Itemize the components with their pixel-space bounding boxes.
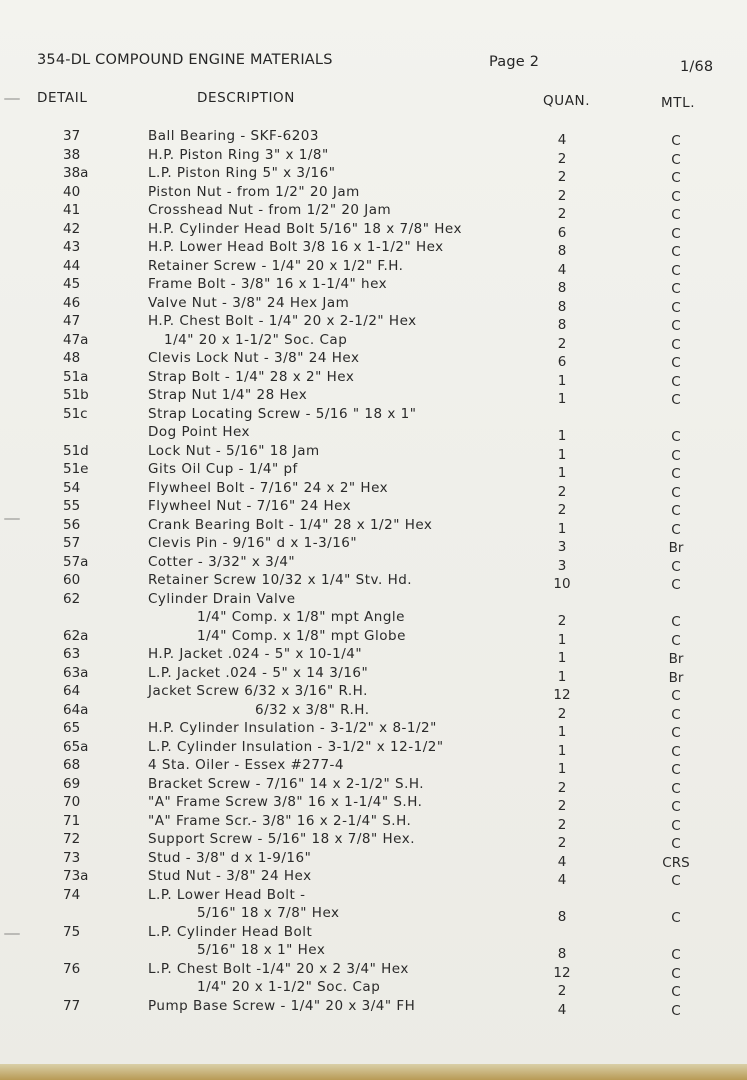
detail-cell: 55 bbox=[63, 498, 81, 514]
description-cell: Frame Bolt - 3/8" 16 x 1-1/4" hex bbox=[148, 276, 388, 292]
table-row bbox=[0, 312, 747, 334]
material-cell: C bbox=[671, 336, 681, 353]
detail-cell: 76 bbox=[63, 960, 81, 977]
description-cell: L.P. Piston Ring 5" x 3/16" bbox=[148, 165, 336, 181]
table-row bbox=[0, 793, 747, 815]
table-row bbox=[0, 923, 747, 942]
table-row bbox=[0, 997, 747, 1019]
description-cell: Valve Nut - 3/8" 24 Hex Jam bbox=[148, 294, 350, 311]
table-row bbox=[0, 960, 747, 982]
description-cell: H.P. Chest Bolt - 1/4" 20 x 2-1/2" Hex bbox=[148, 313, 417, 329]
material-cell: C bbox=[671, 503, 681, 519]
description-cell: Flywheel Bolt - 7/16" 24 x 2" Hex bbox=[148, 479, 389, 496]
quantity-cell: 3 bbox=[557, 557, 567, 574]
material-cell: C bbox=[671, 225, 681, 242]
detail-cell: 60 bbox=[63, 572, 81, 588]
table-row bbox=[0, 497, 747, 519]
detail-cell: 68 bbox=[63, 757, 81, 773]
detail-cell: 65 bbox=[63, 720, 81, 736]
description-cell: H.P. Cylinder Insulation - 3-1/2" x 8-1/2" bbox=[148, 720, 437, 736]
material-cell: C bbox=[671, 244, 681, 260]
quantity-cell: 1 bbox=[557, 520, 567, 537]
quantity-cell: 2 bbox=[557, 779, 567, 796]
quantity-cell: 8 bbox=[557, 946, 567, 962]
detail-cell: 71 bbox=[63, 812, 81, 829]
table-row bbox=[0, 867, 747, 889]
description-cell: 1/4" 20 x 1-1/2" Soc. Cap bbox=[164, 331, 348, 348]
description-cell: 1/4" Comp. x 1/8" mpt Angle bbox=[197, 609, 405, 625]
detail-cell: 54 bbox=[63, 479, 81, 496]
detail-cell: 70 bbox=[63, 794, 81, 810]
description-cell: Piston Nut - from 1/2" 20 Jam bbox=[148, 183, 360, 200]
description-cell: 1/4" 20 x 1-1/2" Soc. Cap bbox=[197, 979, 381, 995]
material-cell: C bbox=[671, 466, 681, 482]
table-row bbox=[0, 775, 747, 797]
material-cell: C bbox=[671, 799, 681, 815]
detail-cell: 51b bbox=[63, 387, 89, 403]
detail-cell: 51c bbox=[63, 405, 88, 422]
material-cell: C bbox=[671, 558, 681, 575]
description-cell: 6/32 x 3/8" R.H. bbox=[255, 701, 370, 718]
description-cell: Ball Bearing - SKF-6203 bbox=[148, 128, 319, 144]
description-cell: Crank Bearing Bolt - 1/4" 28 x 1/2" Hex bbox=[148, 516, 433, 533]
detail-cell: 42 bbox=[63, 220, 81, 237]
quantity-cell: 3 bbox=[557, 539, 567, 555]
table-row bbox=[0, 830, 747, 852]
table-row bbox=[0, 386, 747, 408]
material-cell: C bbox=[671, 725, 681, 741]
quantity-cell: 10 bbox=[553, 576, 571, 592]
quantity-cell: 2 bbox=[557, 835, 567, 851]
table-row bbox=[0, 183, 747, 205]
detail-cell: 62a bbox=[63, 627, 89, 644]
material-cell: C bbox=[671, 355, 681, 371]
description-cell: L.P. Chest Bolt -1/4" 20 x 2 3/4" Hex bbox=[148, 960, 409, 977]
quantity-cell: 8 bbox=[557, 280, 567, 296]
detail-cell: 64 bbox=[63, 683, 81, 699]
description-cell: Gits Oil Cup - 1/4" pf bbox=[148, 461, 298, 477]
description-cell: Lock Nut - 5/16" 18 Jam bbox=[148, 442, 320, 459]
material-cell: C bbox=[671, 817, 681, 834]
table-row bbox=[0, 368, 747, 390]
detail-cell: 48 bbox=[63, 350, 81, 366]
material-cell: C bbox=[671, 262, 681, 279]
material-cell: C bbox=[671, 429, 681, 445]
materials-table bbox=[0, 127, 747, 1019]
description-cell: Crosshead Nut - from 1/2" 20 Jam bbox=[148, 202, 392, 218]
description-cell: 1/4" Comp. x 1/8" mpt Globe bbox=[197, 627, 406, 644]
description-cell: Clevis Pin - 9/16" d x 1-3/16" bbox=[148, 535, 358, 551]
table-row bbox=[0, 571, 747, 593]
description-cell: 5/16" 18 x 1" Hex bbox=[197, 942, 326, 958]
description-cell: Pump Base Screw - 1/4" 20 x 3/4" FH bbox=[148, 997, 416, 1014]
detail-cell: 64a bbox=[63, 701, 89, 718]
table-row bbox=[0, 405, 747, 424]
description-cell: Dog Point Hex bbox=[148, 424, 251, 440]
detail-cell: 51a bbox=[63, 368, 89, 385]
material-cell: C bbox=[671, 151, 681, 168]
description-cell: L.P. Cylinder Head Bolt bbox=[148, 923, 313, 940]
quantity-cell: 4 bbox=[557, 132, 567, 148]
material-cell: C bbox=[671, 318, 681, 334]
description-cell: H.P. Piston Ring 3" x 1/8" bbox=[148, 146, 329, 163]
punch-mark bbox=[4, 98, 20, 100]
quantity-cell: 4 bbox=[557, 872, 567, 888]
table-row bbox=[0, 275, 747, 297]
description-cell: Bracket Screw - 7/16" 14 x 2-1/2" S.H. bbox=[148, 775, 425, 792]
quantity-cell: 1 bbox=[557, 391, 567, 407]
material-cell: Br bbox=[668, 669, 684, 686]
description-cell: L.P. Lower Head Bolt - bbox=[148, 886, 306, 903]
material-cell: C bbox=[671, 577, 681, 593]
table-row bbox=[0, 201, 747, 223]
table-row bbox=[0, 294, 747, 316]
quantity-cell: 2 bbox=[557, 335, 567, 352]
table-row bbox=[0, 756, 747, 778]
description-cell: Strap Nut 1/4" 28 Hex bbox=[148, 387, 308, 403]
material-cell: Br bbox=[668, 540, 684, 556]
material-cell: Br bbox=[668, 651, 684, 667]
detail-cell: 47a bbox=[63, 331, 89, 348]
description-cell: Jacket Screw 6/32 x 3/16" R.H. bbox=[148, 683, 368, 699]
detail-cell: 37 bbox=[63, 128, 81, 144]
detail-cell: 51e bbox=[63, 461, 89, 477]
material-cell: C bbox=[671, 947, 681, 963]
quantity-cell: 1 bbox=[557, 742, 567, 759]
detail-cell: 72 bbox=[63, 831, 81, 847]
table-row bbox=[0, 238, 747, 260]
description-cell: Retainer Screw 10/32 x 1/4" Stv. Hd. bbox=[148, 572, 413, 588]
material-cell: C bbox=[671, 521, 681, 538]
quantity-cell: 4 bbox=[557, 261, 567, 278]
material-cell: C bbox=[671, 614, 681, 630]
quantity-cell: 4 bbox=[557, 1001, 567, 1018]
detail-cell: 38a bbox=[63, 165, 89, 181]
quantity-cell: 2 bbox=[557, 613, 567, 629]
table-row bbox=[0, 701, 747, 723]
table-row bbox=[0, 590, 747, 609]
quantity-cell: 1 bbox=[557, 631, 567, 648]
quantity-cell: 2 bbox=[557, 169, 567, 185]
material-cell: C bbox=[671, 984, 681, 1000]
description-cell: Support Screw - 5/16" 18 x 7/8" Hex. bbox=[148, 831, 415, 847]
table-row bbox=[0, 978, 747, 1000]
material-cell: C bbox=[671, 392, 681, 408]
table-row bbox=[0, 738, 747, 760]
column-header-description: DESCRIPTION bbox=[197, 90, 295, 106]
quantity-cell: 2 bbox=[557, 798, 567, 814]
table-row bbox=[0, 331, 747, 353]
document-title: 354-DL COMPOUND ENGINE MATERIALS bbox=[37, 52, 333, 68]
material-cell: C bbox=[671, 706, 681, 723]
material-cell: C bbox=[671, 188, 681, 205]
description-cell: H.P. Cylinder Head Bolt 5/16" 18 x 7/8" Hex bbox=[148, 220, 462, 237]
table-row bbox=[0, 534, 747, 556]
quantity-cell: 1 bbox=[557, 372, 567, 389]
detail-cell: 73a bbox=[63, 868, 89, 884]
material-cell: C bbox=[671, 373, 681, 390]
description-cell: L.P. Jacket .024 - 5" x 14 3/16" bbox=[148, 664, 369, 681]
description-cell: Cotter - 3/32" x 3/4" bbox=[148, 553, 296, 570]
table-row bbox=[0, 849, 747, 871]
table-row bbox=[0, 812, 747, 834]
paper-bottom-edge bbox=[0, 1064, 747, 1080]
description-cell: Strap Locating Screw - 5/16 " 18 x 1" bbox=[148, 405, 417, 422]
quantity-cell: 1 bbox=[557, 446, 567, 463]
table-row bbox=[0, 553, 747, 575]
material-cell: C bbox=[671, 133, 681, 149]
quantity-cell: 2 bbox=[557, 187, 567, 204]
description-cell: 4 Sta. Oiler - Essex #277-4 bbox=[148, 757, 345, 773]
description-cell: Strap Bolt - 1/4" 28 x 2" Hex bbox=[148, 368, 355, 385]
quantity-cell: 4 bbox=[557, 853, 567, 870]
quantity-cell: 2 bbox=[557, 705, 567, 722]
material-cell: C bbox=[671, 762, 681, 778]
page-number: Page 2 bbox=[489, 54, 540, 70]
table-row bbox=[0, 349, 747, 371]
table-row bbox=[0, 682, 747, 704]
description-cell: Clevis Lock Nut - 3/8" 24 Hex bbox=[148, 350, 360, 366]
material-cell: C bbox=[671, 299, 681, 316]
quantity-cell: 2 bbox=[557, 150, 567, 167]
detail-cell: 74 bbox=[63, 886, 81, 903]
detail-cell: 46 bbox=[63, 294, 81, 311]
material-cell: C bbox=[671, 484, 681, 501]
table-row bbox=[0, 627, 747, 649]
description-cell: Stud Nut - 3/8" 24 Hex bbox=[148, 868, 312, 884]
table-row bbox=[0, 460, 747, 482]
quantity-cell: 1 bbox=[557, 761, 567, 777]
description-cell: H.P. Jacket .024 - 5" x 10-1/4" bbox=[148, 646, 363, 662]
column-header-material: MTL. bbox=[661, 95, 696, 111]
detail-cell: 57 bbox=[63, 535, 81, 551]
detail-cell: 44 bbox=[63, 257, 81, 274]
table-row bbox=[0, 719, 747, 741]
detail-cell: 65a bbox=[63, 738, 89, 755]
description-cell: Stud - 3/8" d x 1-9/16" bbox=[148, 849, 312, 866]
table-row bbox=[0, 516, 747, 538]
detail-cell: 62 bbox=[63, 590, 81, 607]
description-cell: "A" Frame Screw 3/8" 16 x 1-1/4" S.H. bbox=[148, 794, 423, 810]
column-header-detail: DETAIL bbox=[37, 90, 88, 106]
quantity-cell: 2 bbox=[557, 983, 567, 999]
quantity-cell: 1 bbox=[557, 428, 567, 444]
description-cell: "A" Frame Scr.- 3/8" 16 x 2-1/4" S.H. bbox=[148, 812, 412, 829]
quantity-cell: 8 bbox=[557, 909, 567, 925]
quantity-cell: 8 bbox=[557, 317, 567, 333]
table-row bbox=[0, 886, 747, 905]
table-row bbox=[0, 146, 747, 168]
description-cell: Cylinder Drain Valve bbox=[148, 590, 296, 607]
quantity-cell: 1 bbox=[557, 724, 567, 740]
material-cell: C bbox=[671, 632, 681, 649]
document-date: 1/68 bbox=[680, 59, 714, 75]
material-cell: C bbox=[671, 743, 681, 760]
material-cell: C bbox=[671, 207, 681, 223]
description-cell: 5/16" 18 x 7/8" Hex bbox=[197, 905, 340, 921]
detail-cell: 73 bbox=[63, 849, 81, 866]
detail-cell: 47 bbox=[63, 313, 81, 329]
quantity-cell: 1 bbox=[557, 668, 567, 685]
detail-cell: 63 bbox=[63, 646, 81, 662]
table-row bbox=[0, 423, 747, 445]
detail-cell: 75 bbox=[63, 923, 81, 940]
material-cell: C bbox=[671, 170, 681, 186]
material-cell: CRS bbox=[662, 854, 690, 871]
column-header-quantity: QUAN. bbox=[543, 93, 591, 109]
detail-cell: 56 bbox=[63, 516, 81, 533]
detail-cell: 51d bbox=[63, 442, 89, 459]
table-row bbox=[0, 904, 747, 926]
quantity-cell: 12 bbox=[553, 687, 571, 703]
quantity-cell: 6 bbox=[557, 354, 567, 370]
table-row bbox=[0, 220, 747, 242]
detail-cell: 63a bbox=[63, 664, 89, 681]
quantity-cell: 8 bbox=[557, 243, 567, 259]
table-row bbox=[0, 941, 747, 963]
table-row bbox=[0, 645, 747, 667]
description-cell: Retainer Screw - 1/4" 20 x 1/2" F.H. bbox=[148, 257, 404, 274]
detail-cell: 43 bbox=[63, 239, 81, 255]
table-row bbox=[0, 127, 747, 149]
quantity-cell: 12 bbox=[553, 964, 571, 981]
material-cell: C bbox=[671, 873, 681, 889]
table-row bbox=[0, 479, 747, 501]
table-row bbox=[0, 442, 747, 464]
material-cell: C bbox=[671, 910, 681, 926]
quantity-cell: 2 bbox=[557, 816, 567, 833]
detail-cell: 41 bbox=[63, 202, 81, 218]
quantity-cell: 1 bbox=[557, 465, 567, 481]
quantity-cell: 2 bbox=[557, 483, 567, 500]
quantity-cell: 6 bbox=[557, 224, 567, 241]
quantity-cell: 1 bbox=[557, 650, 567, 666]
description-cell: H.P. Lower Head Bolt 3/8 16 x 1-1/2" Hex bbox=[148, 239, 444, 255]
material-cell: C bbox=[671, 836, 681, 852]
material-cell: C bbox=[671, 1002, 681, 1019]
material-cell: C bbox=[671, 965, 681, 982]
material-cell: C bbox=[671, 688, 681, 704]
material-cell: C bbox=[671, 281, 681, 297]
table-row bbox=[0, 608, 747, 630]
detail-cell: 38 bbox=[63, 146, 81, 163]
material-cell: C bbox=[671, 780, 681, 797]
detail-cell: 57a bbox=[63, 553, 89, 570]
detail-cell: 40 bbox=[63, 183, 81, 200]
description-cell: L.P. Cylinder Insulation - 3-1/2" x 12-1/2" bbox=[148, 738, 444, 755]
table-row bbox=[0, 164, 747, 186]
table-row bbox=[0, 664, 747, 686]
quantity-cell: 2 bbox=[557, 502, 567, 518]
detail-cell: 69 bbox=[63, 775, 81, 792]
detail-cell: 77 bbox=[63, 997, 81, 1014]
detail-cell: 45 bbox=[63, 276, 81, 292]
table-row bbox=[0, 257, 747, 279]
quantity-cell: 8 bbox=[557, 298, 567, 315]
description-cell: Flywheel Nut - 7/16" 24 Hex bbox=[148, 498, 352, 514]
quantity-cell: 2 bbox=[557, 206, 567, 222]
material-cell: C bbox=[671, 447, 681, 464]
